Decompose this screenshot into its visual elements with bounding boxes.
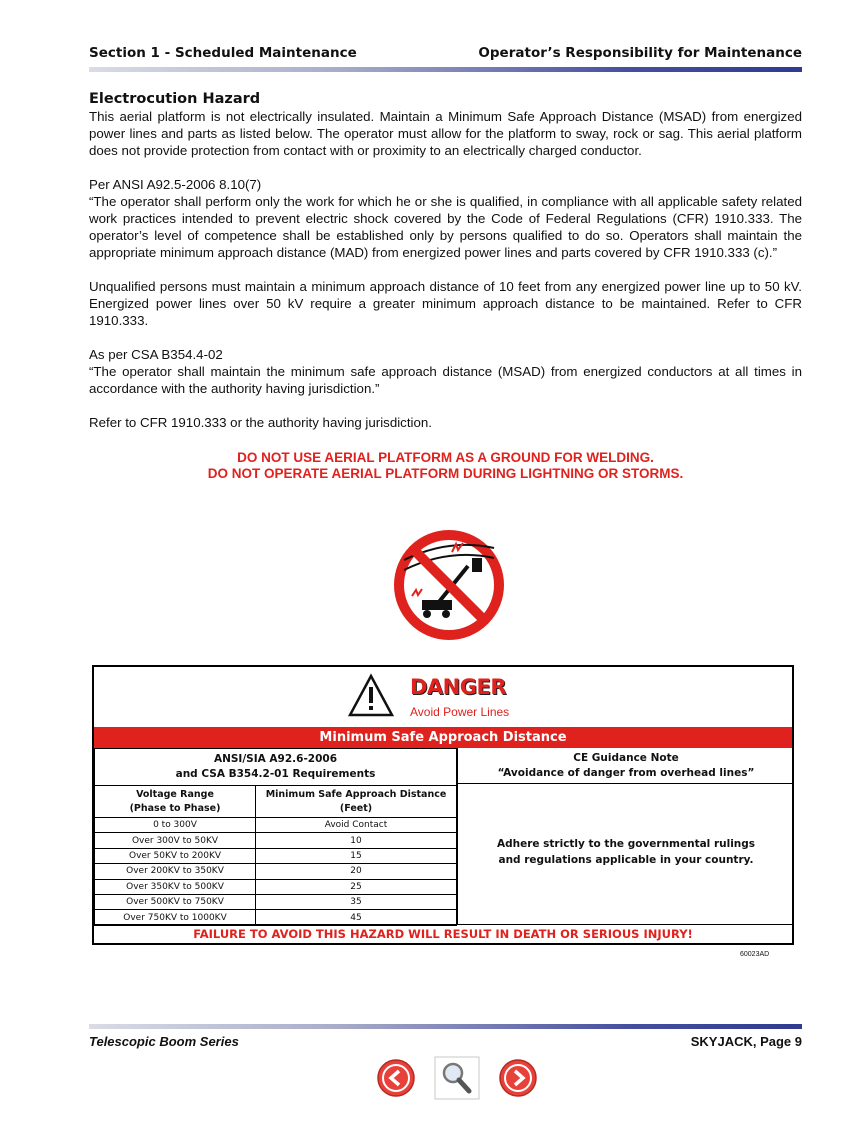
danger-signal-word: DANGER xyxy=(410,675,507,699)
footer-rule xyxy=(89,1024,802,1029)
distance-cell: 20 xyxy=(256,864,457,879)
ce-guidance-header xyxy=(458,748,794,784)
ansi-header-line-1: ANSI/SIA A92.6-2006 xyxy=(213,753,338,765)
footer-page-number: SKYJACK, Page 9 xyxy=(690,1034,802,1049)
no-powerline-contact-icon xyxy=(394,530,504,640)
msad-table-title: Minimum Safe Approach Distance xyxy=(94,727,792,748)
section-heading: Electrocution Hazard xyxy=(89,91,261,107)
voltage-range-cell: Over 500KV to 750KV xyxy=(95,894,256,909)
lightning-warning: DO NOT OPERATE AERIAL PLATFORM DURING LIGHTNING OR STORMS. xyxy=(207,466,684,481)
voltage-range-cell: Over 300V to 50KV xyxy=(95,833,256,848)
danger-subtitle: Avoid Power Lines xyxy=(410,705,510,719)
voltage-range-cell: Over 750KV to 1000KV xyxy=(95,910,256,925)
distance-cell: 10 xyxy=(256,833,457,848)
ansi-quote: “The operator shall perform only the work for which he or she is qualified, in compliance with all applicable safety related work practices intended to prevent electric shock covered by the Code of Federal Regulations (CFR) 1910.333. The operator’s level of competence shall be established only by persons qualified to do so. Operators shall maintain the appropriate minimum approach distance (MAD) from energized power lines and parts covered by CFR 1910.333 (c).” xyxy=(89,194,802,260)
voltage-range-cell: Over 50KV to 200KV xyxy=(95,848,256,863)
ce-header-line-1: CE Guidance Note xyxy=(573,752,679,764)
welding-warning: DO NOT USE AERIAL PLATFORM AS A GROUND FOR WELDING. xyxy=(237,450,654,465)
footer-series: Telescopic Boom Series xyxy=(89,1034,239,1049)
next-page-button[interactable] xyxy=(498,1058,538,1098)
table-row xyxy=(95,833,457,848)
voltage-range-cell: Over 350KV to 500KV xyxy=(95,879,256,894)
distance-cell: 35 xyxy=(256,894,457,909)
ansi-paragraph xyxy=(89,176,802,261)
danger-decal xyxy=(92,665,794,945)
distance-cell: 25 xyxy=(256,879,457,894)
voltage-header-line-2: (Phase to Phase) xyxy=(129,802,221,814)
distance-cell: 45 xyxy=(256,910,457,925)
ansi-reference: Per ANSI A92.5-2006 8.10(7) xyxy=(89,177,262,192)
ansi-header-cell xyxy=(95,749,457,786)
search-button[interactable] xyxy=(434,1056,480,1100)
decal-code: 60023AD xyxy=(740,951,770,958)
failure-warning: FAILURE TO AVOID THIS HAZARD WILL RESULT IN DEATH OR SERIOUS INJURY! xyxy=(94,924,792,943)
adhere-line-2: and regulations applicable in your country. xyxy=(498,854,754,866)
distance-cell: 15 xyxy=(256,848,457,863)
voltage-column-header xyxy=(95,786,256,818)
page-footer xyxy=(89,1034,802,1049)
page-header xyxy=(89,45,802,62)
adhere-line-1: Adhere strictly to the governmental rulings xyxy=(496,838,756,850)
csa-quote: “The operator shall maintain the minimum safe approach distance (MSAD) from energized conductors at all times in accordance with the authority having jurisdiction.” xyxy=(89,364,802,396)
table-row xyxy=(95,894,457,909)
msad-requirements-table xyxy=(94,748,457,926)
distance-header-line-1: Minimum Safe Approach Distance xyxy=(265,788,447,800)
ce-header-line-2: “Avoidance of danger from overhead lines” xyxy=(497,767,755,779)
voltage-range-cell: Over 200KV to 350KV xyxy=(95,864,256,879)
ansi-header-line-2: and CSA B354.2-01 Requirements xyxy=(175,768,376,780)
table-row xyxy=(95,864,457,879)
table-row xyxy=(95,910,457,925)
refer-paragraph: Refer to CFR 1910.333 or the authority having jurisdiction. xyxy=(89,415,432,430)
header-rule xyxy=(89,67,802,72)
distance-cell: Avoid Contact xyxy=(256,818,457,833)
warning-triangle-icon xyxy=(348,673,394,717)
table-row xyxy=(95,879,457,894)
csa-paragraph xyxy=(89,346,802,397)
body-content xyxy=(89,90,802,483)
intro-paragraph: This aerial platform is not electrically insulated. Maintain a Minimum Safe Approach Distance (MSAD) from energized power lines and parts as listed below. The operator must allow for the platform to sway, rock or sag. This aerial platform does not provide protection from contact with or proximity to an electrically charged conductor. xyxy=(89,109,802,158)
danger-banner xyxy=(94,667,792,727)
csa-reference: As per CSA B354.4-02 xyxy=(89,347,223,362)
msad-table xyxy=(94,748,457,926)
header-topic-title: Operator’s Responsibility for Maintenance xyxy=(478,45,802,61)
table-row xyxy=(95,848,457,863)
ce-guidance-text xyxy=(458,836,794,868)
voltage-range-cell: 0 to 300V xyxy=(95,818,256,833)
header-section-title: Section 1 - Scheduled Maintenance xyxy=(89,45,357,61)
table-row xyxy=(95,818,457,833)
distance-column-header xyxy=(256,786,457,818)
unqualified-paragraph: Unqualified persons must maintain a minimum approach distance of 10 feet from any energized power line up to 50 kV. Energized power lines over 50 kV require a greater minimum approach distance to be maintained. Refer to CFR 1910.333. xyxy=(89,279,802,328)
ce-guidance-panel xyxy=(457,748,794,924)
previous-page-button[interactable] xyxy=(376,1058,416,1098)
distance-header-line-2: (Feet) xyxy=(339,802,373,814)
voltage-header-line-1: Voltage Range xyxy=(136,788,214,800)
